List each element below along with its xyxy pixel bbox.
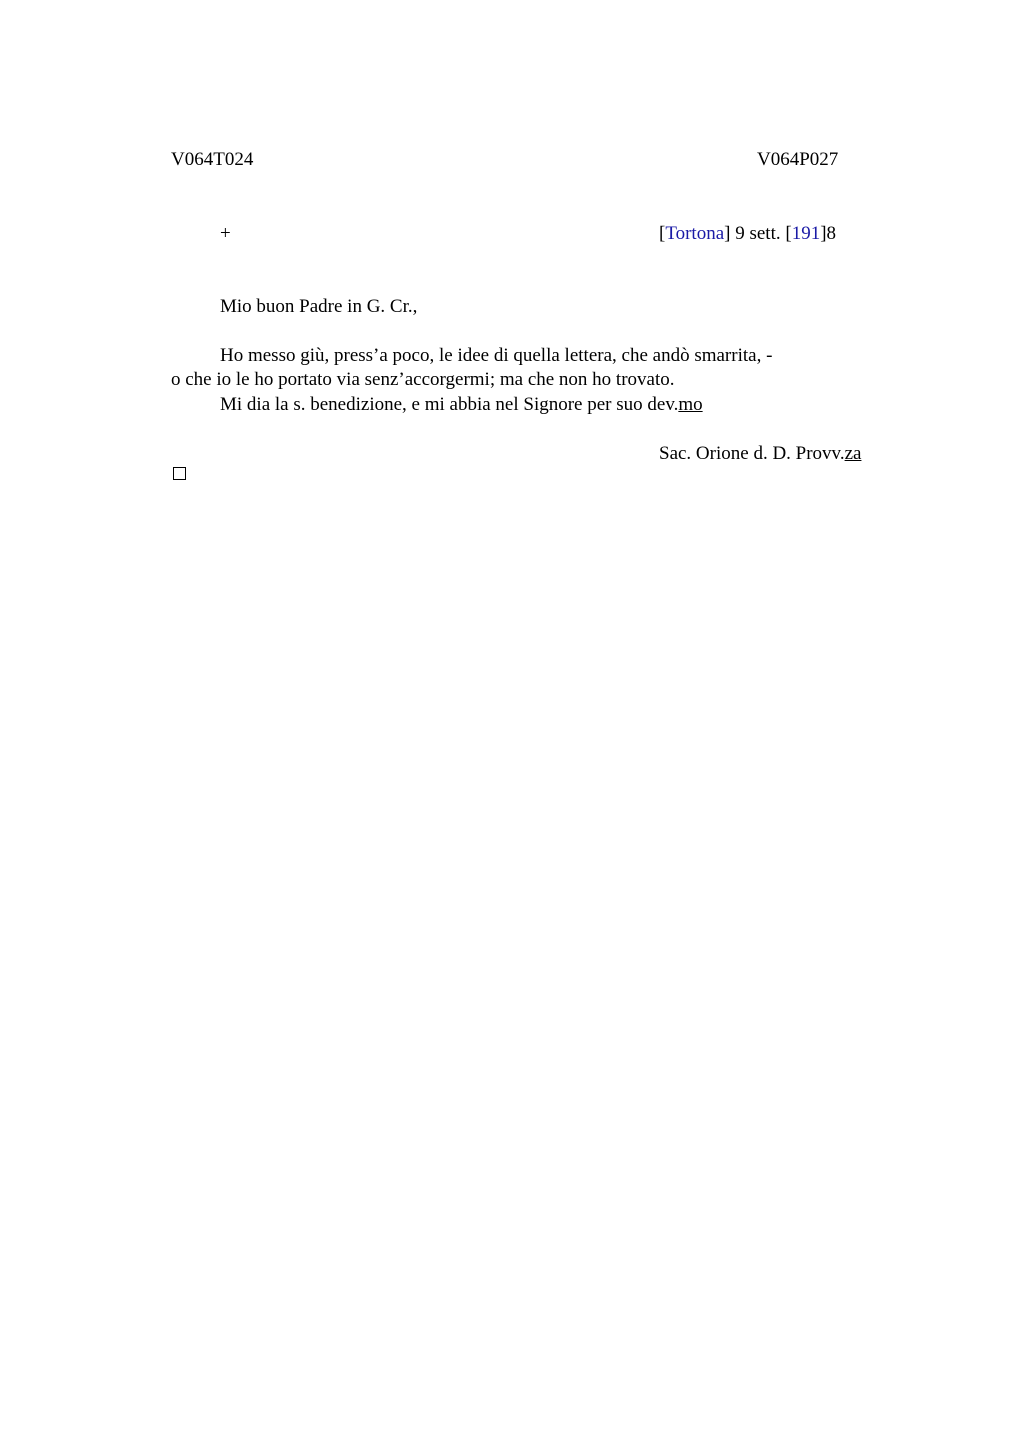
document-code-left: V064T024 [171,149,254,170]
bracket-open: [ [659,223,666,244]
cross-symbol: + [220,223,231,244]
signature [659,444,861,463]
document-code-right: V064P027 [757,149,839,170]
body-line-2: o che io le ho portato via senz’accorgermi; ma che non ho trovato. [171,369,675,390]
signature-text: Sac. Orione d. D. Provv. [659,443,845,464]
closing-abbrev: mo [678,394,703,415]
year-part: 191 [791,223,821,244]
salutation: Mio buon Padre in G. Cr., [220,296,418,317]
place-name: Tortona [665,223,725,244]
closing-text: Mi dia la s. benedizione, e mi abbia nel Signore per suo dev. [220,394,679,415]
bracket-close: ] [724,223,731,244]
body-line-3 [220,395,703,414]
body-line-1: Ho messo giù, press’a poco, le idee di quella lettera, che andò smarrita, - [220,345,773,366]
date-text: 9 sett. [ [730,223,792,244]
letter-dateline [659,224,836,243]
year-close: ]8 [820,223,837,244]
empty-square-icon [173,467,186,480]
signature-abbrev: za [844,443,862,464]
